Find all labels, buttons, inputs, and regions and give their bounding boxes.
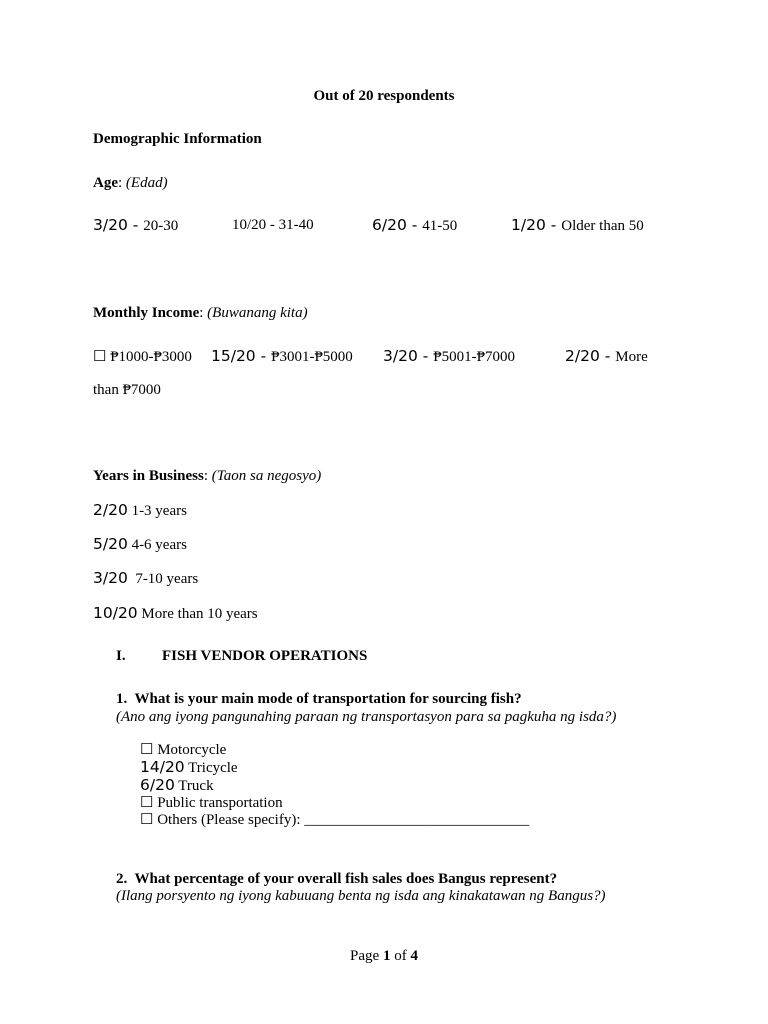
years-option-4: [93, 604, 258, 623]
section-title: FISH VENDOR OPERATIONS: [162, 648, 368, 664]
income-option-4: [565, 347, 648, 366]
age-translation: (Edad): [125, 175, 168, 191]
age-option-label: Older than 50: [561, 218, 644, 234]
question-2: [116, 871, 557, 888]
question-1-translation: (Ano ang iyong pangunahing paraan ng transportasyon para sa pagkuha ng isda?): [116, 709, 617, 725]
transport-options: [140, 742, 529, 829]
age-count: 6/20 -: [372, 216, 423, 234]
checkbox-icon[interactable]: ☐: [93, 349, 107, 365]
option-count: 6/20: [140, 776, 175, 794]
years-label: Years in Business: [93, 468, 204, 484]
age-count: 10/20 - 31-40: [232, 217, 314, 233]
years-option-label: 1-3 years: [131, 503, 187, 519]
checkbox-icon[interactable]: ☐: [140, 812, 154, 828]
income-label: Monthly Income: [93, 305, 200, 321]
income-count: 15/20 -: [211, 347, 272, 365]
income-option-1: [93, 347, 192, 366]
checkbox-icon[interactable]: ☐: [140, 742, 154, 758]
years-option-2: [93, 535, 187, 554]
income-count: 3/20 -: [383, 347, 434, 365]
years-count: 5/20: [93, 535, 128, 553]
transport-option-truck: [140, 777, 529, 795]
age-count: 1/20 -: [511, 216, 562, 234]
age-option-label: 41-50: [422, 218, 458, 234]
years-option-3: [93, 569, 198, 588]
option-label: Truck: [178, 778, 214, 794]
age-question: Age: (Edad): [93, 175, 168, 191]
total-pages: 4: [410, 948, 418, 964]
transport-option-motorcycle[interactable]: [140, 742, 529, 759]
income-option-label: ₱5001-₱7000: [433, 349, 515, 365]
option-label: Others (Please specify): ______________________________: [157, 812, 530, 828]
option-label: Public transportation: [157, 795, 283, 811]
age-option-4: [511, 216, 644, 235]
age-option-label: 20-30: [143, 218, 179, 234]
years-count: 3/20: [93, 569, 128, 587]
income-count: 2/20 -: [565, 347, 616, 365]
age-option-3: [372, 216, 457, 235]
income-option-label: More: [615, 349, 648, 365]
page-footer: [0, 948, 768, 965]
page-title: Out of 20 respondents: [313, 88, 455, 104]
income-continuation: than ₱7000: [93, 382, 161, 398]
income-question: Monthly Income: (Buwanang kita): [93, 305, 308, 321]
question-number: 1.: [116, 691, 128, 707]
years-option-1: [93, 501, 187, 520]
checkbox-icon[interactable]: ☐: [140, 795, 154, 811]
years-option-label: 4-6 years: [131, 537, 187, 553]
years-count: 2/20: [93, 501, 128, 519]
income-option-3: [383, 347, 515, 366]
option-count: 14/20: [140, 758, 185, 776]
option-label: Tricycle: [188, 760, 238, 776]
transport-option-others[interactable]: [140, 812, 529, 829]
income-option-label: ₱3001-₱5000: [271, 349, 353, 365]
question-text: What percentage of your overall fish sales does Bangus represent?: [134, 871, 558, 887]
page-word: Page: [350, 948, 380, 964]
age-count: 3/20 -: [93, 216, 144, 234]
age-label: Age: [93, 175, 118, 191]
years-question: Years in Business: (Taon sa negosyo): [93, 468, 322, 484]
question-1: [116, 691, 522, 708]
question-number: 2.: [116, 871, 128, 887]
age-option-1: [93, 216, 178, 235]
years-option-label: More than 10 years: [141, 606, 258, 622]
income-option-label: ₱1000-₱3000: [110, 349, 192, 365]
income-translation: (Buwanang kita): [207, 305, 308, 321]
years-count: 10/20: [93, 604, 138, 622]
years-option-label: 7-10 years: [135, 571, 199, 587]
question-2-translation: (Ilang porsyento ng iyong kabuuang benta ng isda ang kinakatawan ng Bangus?): [116, 888, 606, 904]
years-translation: (Taon sa negosyo): [211, 468, 322, 484]
transport-option-public[interactable]: [140, 795, 529, 812]
income-option-2: [211, 347, 353, 366]
demographics-heading: Demographic Information: [93, 131, 262, 147]
age-option-2: [232, 217, 314, 234]
transport-option-tricycle: [140, 759, 529, 777]
option-label: Motorcycle: [157, 742, 227, 758]
current-page: 1: [382, 948, 391, 964]
section-number: I.: [116, 648, 126, 664]
question-text: What is your main mode of transportation for sourcing fish?: [134, 691, 522, 707]
of-word: of: [394, 948, 407, 964]
